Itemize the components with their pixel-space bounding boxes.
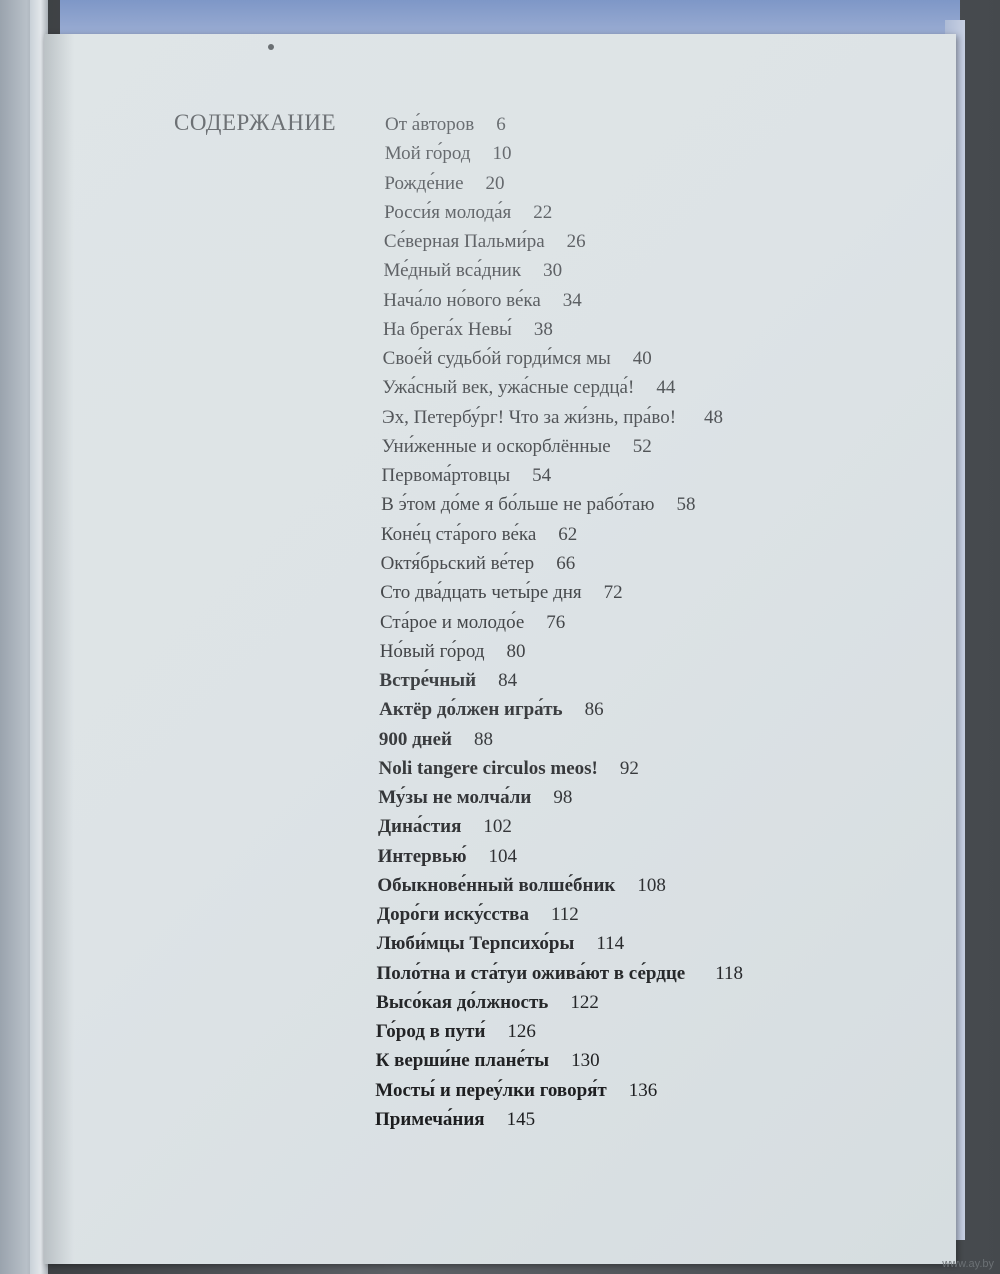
toc-entry xyxy=(377,875,666,897)
toc-entry xyxy=(383,290,582,312)
toc-entry-title: Свое́й судьбо́й горди́мся мы xyxy=(382,348,611,370)
toc-entry xyxy=(381,465,551,487)
toc-entry-page: 66 xyxy=(556,552,576,574)
toc-entry-page: 38 xyxy=(533,318,553,340)
toc-entry-title: Высо́кая до́лжность xyxy=(376,991,549,1013)
toc-entry xyxy=(382,436,652,458)
toc-entry xyxy=(382,377,675,399)
toc-entry-page: 86 xyxy=(584,699,604,721)
toc-entry-page: 84 xyxy=(498,670,518,692)
toc-entry-page: 34 xyxy=(562,289,582,311)
toc-entry-title: К верши́не плане́ты xyxy=(375,1050,550,1072)
toc-entry-page: 122 xyxy=(570,991,599,1013)
toc-entry-title: Поло́тна и ста́туи ожива́ют в се́рдце xyxy=(376,962,686,984)
toc-entry xyxy=(385,114,506,136)
toc-entry-page: 20 xyxy=(485,172,505,194)
toc-entry-title: Актёр до́лжен игра́ть xyxy=(379,699,563,721)
toc-entry-page: 126 xyxy=(507,1021,536,1043)
toc-entry-title: Нача́ло но́вого ве́ка xyxy=(383,289,541,311)
toc-entry xyxy=(378,787,572,809)
toc-entry-title: 900 дней xyxy=(378,728,453,750)
toc-entry xyxy=(378,846,517,868)
toc-entry-title: Росси́я молода́я xyxy=(384,201,512,223)
toc-entry-page: 145 xyxy=(506,1109,536,1130)
toc-entry-title: В э́том до́ме я бо́льше не рабо́таю xyxy=(381,494,655,516)
toc-entry-page: 80 xyxy=(506,640,526,662)
toc-entry-page: 76 xyxy=(546,611,566,633)
toc-entry xyxy=(380,612,565,634)
toc-entry-title: Ужа́сный век, ужа́сные сердца́! xyxy=(382,377,635,399)
toc-entry-page: 102 xyxy=(483,816,512,838)
toc-entry-title: Первома́ртовцы xyxy=(381,465,511,487)
toc-entry-title: Эх, Петербу́рг! Что за жи́знь, пра́во! xyxy=(382,406,677,428)
toc-entry xyxy=(376,1021,536,1043)
toc-entry xyxy=(378,816,512,838)
toc-entry-page: 118 xyxy=(715,962,743,984)
toc-entry-title: Интервью́ xyxy=(377,845,467,867)
toc-entry-title: Мосты́ и переу́лки говоря́т xyxy=(375,1079,607,1101)
toc-entry-title: Го́род в пути́ xyxy=(375,1021,486,1043)
toc-entry xyxy=(379,670,517,692)
table-of-contents xyxy=(44,34,956,1264)
toc-entry xyxy=(377,904,579,926)
toc-entry-title: Се́верная Пальми́ра xyxy=(383,231,545,253)
toc-entry-page: 136 xyxy=(628,1079,658,1101)
toc-entry-page: 26 xyxy=(566,231,586,253)
toc-entry-page: 88 xyxy=(474,728,494,750)
toc-entry-title: Уни́женные и оскорблённые xyxy=(381,435,611,457)
toc-entry-page: 54 xyxy=(532,465,552,487)
toc-entry-page: 108 xyxy=(637,874,666,896)
toc-entry-title: Обыкнове́нный волше́бник xyxy=(377,874,616,896)
toc-entry xyxy=(376,992,599,1014)
toc-entry-title: Му́зы не молча́ли xyxy=(378,787,532,809)
toc-entry-title: Примеча́ния xyxy=(375,1109,485,1130)
toc-entry-title: Noli tangere circulos meos! xyxy=(378,757,598,779)
toc-entry-title: Дина́стия xyxy=(377,816,462,838)
toc-entry-title: Ме́дный вса́дник xyxy=(383,260,522,282)
toc-entry-page: 114 xyxy=(596,933,625,955)
toc-entry xyxy=(384,173,504,195)
contents-page xyxy=(44,34,956,1264)
watermark: www.ay.by xyxy=(942,1258,994,1270)
toc-entry-title: Но́вый го́род xyxy=(379,640,485,662)
toc-entry xyxy=(376,963,743,985)
toc-entry-title: Коне́ц ста́рого ве́ка xyxy=(380,523,537,545)
toc-entry-title: Сто два́дцать четы́ре дня xyxy=(380,582,582,604)
toc-entry xyxy=(385,143,512,165)
toc-entry xyxy=(375,1080,657,1102)
toc-entry xyxy=(379,729,493,751)
toc-entry-page: 22 xyxy=(533,201,553,223)
toc-entry xyxy=(381,553,576,575)
toc-entry-page: 130 xyxy=(571,1050,600,1072)
toc-entry-page: 98 xyxy=(553,787,573,809)
toc-entry xyxy=(377,933,624,955)
toc-entry xyxy=(384,260,563,282)
toc-entry-page: 40 xyxy=(632,348,652,370)
toc-entry xyxy=(384,231,586,253)
toc-entry-page: 48 xyxy=(704,406,724,428)
toc-entry-title: От а́второв xyxy=(385,114,475,135)
toc-entry-page: 92 xyxy=(619,757,639,779)
toc-entry xyxy=(376,1050,600,1072)
toc-entry-title: Ста́рое и молодо́е xyxy=(380,611,525,633)
toc-entry xyxy=(381,494,695,516)
toc-entry-page: 112 xyxy=(550,904,579,926)
toc-entry-page: 104 xyxy=(488,845,518,867)
toc-entry-page: 58 xyxy=(676,494,696,516)
toc-entry-title: Доро́ги иску́сства xyxy=(377,904,529,926)
toc-entry-page: 62 xyxy=(558,523,578,545)
toc-entry-page: 6 xyxy=(496,114,506,135)
toc-entry-page: 30 xyxy=(543,260,563,282)
toc-entry-title: На брега́х Невы́ xyxy=(382,318,512,340)
toc-entry-title: Октя́брьский ве́тер xyxy=(380,552,535,574)
toc-entry xyxy=(381,524,577,546)
toc-entry xyxy=(375,1109,535,1131)
toc-entry-title: Люби́мцы Терпсихо́ры xyxy=(376,933,575,955)
toc-entry xyxy=(384,202,552,224)
toc-entry xyxy=(379,699,603,721)
toc-entry-page: 44 xyxy=(656,377,676,399)
toc-entry xyxy=(383,348,652,370)
toc-entry xyxy=(383,319,553,341)
toc-entry-title: Мой го́род xyxy=(384,143,471,165)
toc-entry-page: 10 xyxy=(492,143,512,165)
toc-entry-page: 52 xyxy=(632,435,652,457)
toc-entry xyxy=(382,407,723,429)
toc-entry-title: Рожде́ние xyxy=(384,172,464,194)
toc-entry xyxy=(380,582,622,604)
contents-heading: СОДЕРЖАНИЕ xyxy=(174,110,337,135)
toc-entry xyxy=(380,641,526,663)
toc-entry-page: 72 xyxy=(603,582,623,604)
toc-entry-title: Встре́чный xyxy=(379,670,477,692)
toc-entry xyxy=(379,758,639,780)
